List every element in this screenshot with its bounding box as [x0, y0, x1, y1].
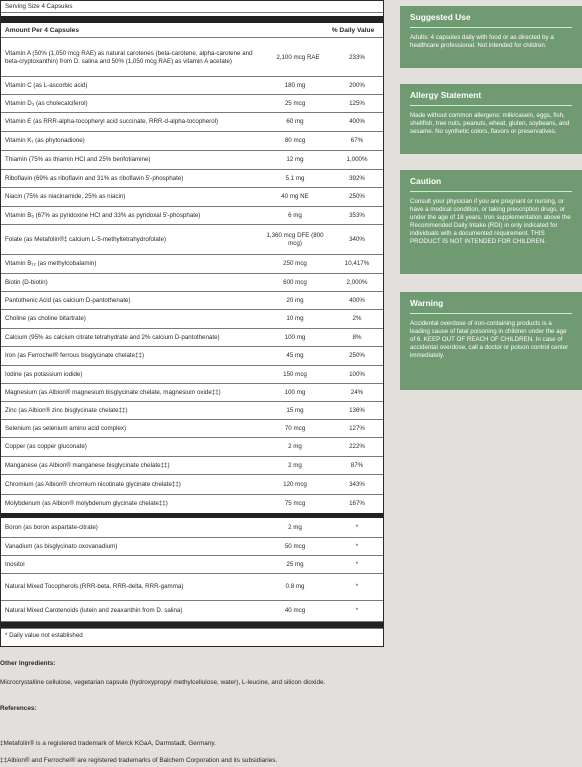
nutrient-row	[1, 292, 383, 310]
suggested-use-title: Suggested Use	[410, 12, 471, 22]
other-ingredients-text: Microcrystalline cellulose, vegetarian capsule (hydroxypropyl methylcellulose, water), L-leucine, and silicon dioxide.	[0, 679, 326, 686]
daily-value-header: % Daily Value	[331, 26, 375, 34]
suggested-use-box	[400, 6, 582, 68]
nutrient-amount: 25 mg	[286, 560, 304, 568]
nutrient-amount: 45 mg	[286, 352, 304, 359]
thick-divider-top	[1, 16, 383, 23]
trademark-note-2: ‡‡Albion® and Ferrochel® are registered trademarks of Balchem Corporation and its subsidiaries.	[0, 757, 278, 764]
nutrient-name: Magnesium (as Albion® magnesium bisglycinate chelate, magnesium oxide‡‡)	[5, 388, 221, 396]
nutrient-row	[1, 255, 383, 274]
nutrient-amount: 40 mcg	[284, 607, 306, 614]
nutrient-row	[1, 113, 383, 132]
nutrient-name: Vitamin C (as L-ascorbic acid)	[5, 82, 88, 89]
nutrient-row	[1, 438, 383, 457]
nutrient-row	[1, 366, 383, 384]
nutrient-name: Vitamin B₁₂ (as methylcobalamin)	[5, 260, 97, 267]
warning-body: Accidental overdose of iron-containing products is a leading cause of fatal poisoning in children under the age of 6. KEEP OUT OF REACH OF CHILDREN. In case of accidental overdose, call a doctor or poison control center immediately.	[410, 320, 569, 360]
nutrient-amount: 50 mcg	[284, 542, 306, 550]
nutrient-row	[1, 420, 383, 438]
nutrient-daily-value: 340%	[349, 235, 365, 243]
nutrient-name: Zinc (as Albion® zinc bisglycinate chelate‡‡)	[5, 406, 128, 414]
nutrient-amount: 2 mg	[288, 524, 302, 531]
nutrient-row	[1, 601, 383, 622]
serving-size: Serving Size 4 Capsules	[5, 2, 73, 10]
column-header-row	[1, 24, 383, 38]
nutrient-row	[1, 538, 383, 556]
nutrient-row	[1, 274, 383, 292]
nutrient-row	[1, 402, 383, 420]
nutrient-name: Thiamin (75% as thiamin HCl and 25% benfotiamine)	[5, 156, 151, 163]
nutrient-daily-value: 10,417%	[344, 260, 370, 267]
nutrient-amount: 6 mg	[288, 211, 302, 219]
nutrient-amount: 2 mg	[288, 443, 302, 450]
warning-divider	[410, 313, 572, 314]
nutrient-amount: 10 mg	[286, 315, 304, 322]
nutrient-name: Natural Mixed Carotenoids (lutein and zeaxanthin from D. salina)	[5, 607, 183, 614]
suggested-use-divider	[410, 27, 572, 28]
allergy-statement-title: Allergy Statement	[410, 90, 482, 100]
nutrient-name: Selenium (as selenium amino acid complex)	[5, 424, 127, 432]
nutrient-name: Niacin (75% as niacinamide, 25% as niacin)	[5, 193, 126, 200]
footnote-row	[1, 628, 383, 642]
nutrient-row	[1, 78, 383, 95]
nutrient-daily-value: 87%	[350, 461, 364, 469]
nutrient-name: Vitamin B₆ (67% as pyridoxine HCl and 33% as pyridoxal 5'-phosphate)	[5, 211, 201, 219]
nutrient-name: Vitamin D₃ (as cholecalciferol)	[5, 100, 88, 107]
nutrient-name: Riboflavin (69% as riboflavin and 31% as riboflavin 5'-phosphate)	[5, 174, 184, 182]
daily-value-footnote: * Daily value not established	[5, 631, 83, 639]
amount-per-header: Amount Per 4 Capsules	[5, 26, 80, 34]
nutrient-name: Molybdenum (as Albion® molybdenum glycinate chelate‡‡)	[5, 500, 168, 507]
nutrient-name: Copper (as copper gluconate)	[5, 443, 87, 450]
nutrient-row	[1, 574, 383, 601]
nutrient-daily-value: *	[355, 560, 359, 568]
nutrient-row	[1, 384, 383, 402]
nutrient-name: Iron (as Ferrochel® ferrous bisglycinate chelate‡‡)	[5, 352, 145, 359]
nutrient-row	[1, 329, 383, 347]
nutrient-amount: 0.8 mg	[285, 583, 305, 590]
allergy-statement-box	[400, 84, 582, 154]
nutrient-row	[1, 132, 383, 151]
nutrient-amount: 12 mg	[286, 156, 304, 163]
nutrient-amount: 100 mg	[284, 333, 306, 341]
nutrient-daily-value: 250%	[349, 193, 365, 200]
nutrient-amount: 80 mcg	[284, 137, 306, 144]
nutrient-daily-value: 100%	[349, 370, 365, 378]
nutrient-daily-value: 2%	[352, 315, 362, 322]
nutrient-row	[1, 495, 383, 513]
nutrient-amount: 60 mg	[286, 118, 304, 125]
nutrient-row	[1, 96, 383, 113]
nutrient-amount: 1,360 mcg DFE (800 mcg)	[266, 231, 324, 247]
nutrient-daily-value: 250%	[349, 352, 365, 359]
caution-title: Caution	[410, 176, 442, 186]
other-ingredients-heading: Other Ingredients:	[0, 660, 56, 667]
caution-box	[400, 170, 582, 274]
nutrient-row	[1, 188, 383, 207]
nutrient-amount: 250 mcg	[283, 260, 307, 267]
nutrient-daily-value: *	[355, 542, 359, 550]
nutrient-row	[1, 207, 383, 225]
nutrient-row	[1, 475, 383, 495]
suggested-use-body: Adults: 4 capsules daily with food or as directed by a healthcare professional. Not intended for children.	[410, 34, 554, 50]
nutrient-name: Biotin (D-biotin)	[5, 278, 48, 286]
nutrient-amount: 600 mcg	[283, 278, 307, 286]
nutrient-daily-value: *	[355, 607, 359, 614]
nutrient-daily-value: *	[355, 524, 359, 531]
nutrient-name: Vitamin K₁ (as phytonadione)	[5, 137, 85, 144]
nutrient-amount: 150 mcg	[283, 370, 307, 378]
nutrient-row	[1, 519, 383, 538]
nutrient-row	[1, 225, 383, 255]
nutrient-amount: 100 mg	[284, 388, 306, 396]
nutrient-amount: 75 mcg	[284, 500, 306, 507]
nutrient-amount: 5.1 mg	[285, 174, 305, 182]
thick-divider-bottom	[1, 513, 383, 518]
trademark-note-1: ‡Metafolin® is a registered trademark of Merck KGaA, Darmstadt, Germany.	[0, 740, 216, 747]
nutrient-name: Iodine (as potassium iodide)	[5, 370, 83, 378]
nutrient-daily-value: 2,000%	[346, 278, 368, 286]
nutrient-row	[1, 556, 383, 574]
nutrient-name: Vanadium (as bisglycinato oxovanadium)	[5, 542, 118, 550]
nutrient-daily-value: 24%	[350, 388, 364, 396]
nutrient-row	[1, 457, 383, 475]
nutrient-daily-value: 1,000%	[346, 156, 368, 163]
warning-box	[400, 292, 582, 390]
nutrient-daily-value: 392%	[349, 174, 365, 182]
nutrient-row	[1, 310, 383, 329]
nutrient-amount: 20 mg	[286, 296, 304, 304]
nutrient-name: Manganese (as Albion® manganese bisglycinate chelate‡‡)	[5, 461, 170, 469]
allergy-statement-body: Made without common allergens: milk/casein, eggs, fish, shellfish, tree nuts, peanuts, wheat, gluten, soybeans, and sesame. No synthetic colors, flavors or preservatives.	[410, 112, 570, 136]
nutrient-amount: 70 mcg	[284, 424, 306, 432]
nutrient-daily-value: 400%	[349, 296, 365, 304]
nutrient-row	[1, 40, 383, 77]
nutrient-amount: 180 mg	[284, 82, 306, 89]
nutrient-row	[1, 151, 383, 170]
warning-title: Warning	[410, 298, 444, 308]
nutrient-name: Boron (as boron aspartate-citrate)	[5, 524, 98, 531]
nutrient-amount: 25 mcg	[284, 100, 306, 107]
nutrient-row	[1, 170, 383, 188]
nutrient-daily-value: 233%	[349, 54, 365, 61]
nutrient-daily-value: 343%	[349, 480, 365, 488]
nutrient-name: Pantothenic Acid (as calcium D-pantothenate)	[5, 296, 131, 304]
references-heading: References:	[0, 705, 37, 712]
nutrient-name: Chromium (as Albion® chromium nicotinate glycinate chelate‡‡)	[5, 480, 181, 488]
nutrient-daily-value: 125%	[349, 100, 365, 107]
nutrient-amount: 120 mcg	[283, 480, 307, 488]
nutrient-amount: 2 mg	[288, 461, 302, 469]
nutrient-daily-value: 67%	[350, 137, 364, 144]
nutrient-name: Vitamin A (50% (1,050 mcg RAE) as natural carotenes (beta-carotene, alpha-carotene and beta-cryptoxanthin) from D. salina and 50% (1,050 mcg RAE) as vitamin A acetate)	[5, 50, 253, 65]
nutrient-name: Vitamin E (as RRR-alpha-tocopheryl acid succinate, RRR-d-alpha-tocopherol)	[5, 118, 219, 125]
nutrient-name: Calcium (95% as calcium citrate tetrahydrate and 2% calcium D-pantothenate)	[5, 333, 220, 341]
nutrient-daily-value: 167%	[349, 500, 365, 507]
nutrient-name: Inositol	[5, 560, 25, 568]
nutrient-daily-value: 222%	[349, 443, 365, 450]
nutrient-amount: 15 mg	[286, 406, 304, 414]
nutrient-name: Natural Mixed Tocopherols (RRR-beta, RRR-delta, RRR-gamma)	[5, 583, 184, 590]
thick-divider-footer	[1, 622, 383, 628]
nutrient-daily-value: 8%	[352, 333, 362, 341]
nutrient-daily-value: 200%	[349, 82, 365, 89]
nutrient-daily-value: 353%	[349, 211, 365, 219]
nutrient-daily-value: 127%	[349, 424, 365, 432]
nutrient-daily-value: 400%	[349, 118, 365, 125]
caution-body: Consult your physician if you are pregnant or nursing, or have a medical condition, or taking prescription drugs, or under the age of 18 years. Iron supplementation above the Recommended Daily Intake (RDI) in only indicated for individuals with a documented requirement. THIS PRODUCT IS NOT INTENDED FOR CHILDREN.	[410, 198, 571, 246]
nutrient-row	[1, 347, 383, 366]
nutrient-name: Choline (as choline bitartrate)	[5, 315, 86, 322]
nutrient-daily-value: 136%	[349, 406, 365, 414]
nutrient-amount: 40 mg NE	[281, 193, 309, 200]
serving-size-row	[1, 1, 383, 13]
nutrient-amount: 2,100 mcg RAE	[276, 54, 320, 61]
nutrient-name: Folate (as Metafolin®‡ calcium L-5-methyltetrahydrofolate)	[5, 235, 167, 243]
allergy-statement-divider	[410, 105, 572, 106]
caution-divider	[410, 191, 572, 192]
nutrient-daily-value: *	[355, 583, 359, 590]
